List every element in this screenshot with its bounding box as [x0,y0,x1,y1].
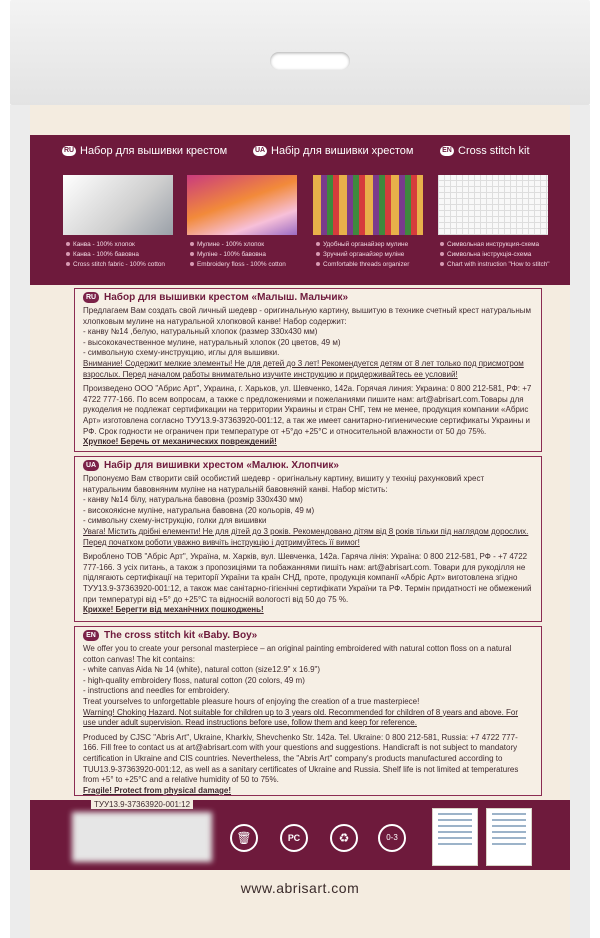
captions-chart: Символьная инструкция-схема Символьна iнструкцiя-схема Chart with instruction "How to stitch" [440,240,550,270]
lang-badge-ua: UA [254,147,266,154]
certificate-2 [486,808,532,866]
en-body: We offer you to create your personal masterpiece – an original painting embroidered with natural cotton floss on a natural cotton canvas! The kit contains: - white canvas Aida № 14 (white), natural cotton (size12.9" x 16.9") - high-quality embroidery floss, natural cotton (20 colors, 49 m) - instructions and needles for embroidery. Treat yourselves to unforgettable pleasure hours of enjoying the creation of a true masterpiece! Warning! Choking Hazard. Not suitable for children up to 3 years old. Recommended for children of 8 years and above. For use under adult supervision. Read instructions before use, follow them and keep for reference. Produced by CJSC "Abris Art", Ukraine, Kharkiv, Shevchenko Str. 142a. Tel. Ukraine: 0 800 212-581, Russia: +7 4722 777-166. Fill free to contact us at art@abrisart.com with your questions and suggestions. Handicraft is not subject to mandatory certification in Ukraine and CIS countries. Nevertheless, the "Abris Art" company's products manufactured according to TUU13.9-37363920-001:12, as well as a sanitary certificates of Ukraine and Russia. Shelf life is not limited at temperatures from +5° to +25°C and a relative humidity of 50 to 75%. Fragile! Protect from physical damage! [83,644,519,795]
certificate-1 [432,808,478,866]
ua-title: UA Набір для вишивки хрестом «Малюк. Хлопчик» [83,460,339,471]
ru-body: Предлагаем Вам создать свой личный шедевр - оригинальную картину, вышитую в технике счетный крест натуральным хлопковым мулине на натуральной хлопковой канве! Набор содержит: - канву №14 ,белую, натуральный хлопок (размер 330х430 мм) - высококачественное мулине, натуральный хлопок (20 цветов, 49 м) - символьную схему-инструкцию, иглы для вышивки. Внимание! Содержит мелкие элементы! Не для детей до 3 лет! Рекомендуется детям от 8 лет только под присмотром взрослых. Перед началом работы внимательно изучите инструкцию и придерживайтесь ее условий! Произведено ООО "Абрис Арт", Украина, г. Харьков, ул. Шевченко, 142а. Горячая линия: Украина: 0 800 212-581, РФ: +7 4722 777-166. По всем вопросам, а также с предложениями и пожеланиями пишите нам: art@abrisart.com.Товары для рукоделия не подлежат сертификации на территории Украины и стран СНГ, тем не менее, продукция компании «Абрис Арт» изготовлена согласно ТУУ13.9-37363920-001:12, а так же имеет санитарно-гигиенические сертификаты Украины и РФ. Срок годности не ограничен при температуре от +5°до +25°С и относительной влажности от 50 до 75%. Хрупкое! Беречь от механических повреждений! [83,306,532,447]
lang-badge-en: EN [440,146,454,156]
organizer-photo [313,175,423,235]
age-warning-icon: 0-3 [378,824,406,852]
hang-hole [270,52,350,70]
header-ru-label: Набор для вышивки крестом [80,145,228,157]
barcode-blurred [72,812,212,862]
ua-body: Пропонуємо Вам створити свій особистий шедевр - оригінальну картину, вишиту у техніці рахунковий хрест натуральним бавовняним муліне на натуральній бавовняній канві. Набор містить: - канву №14 білу, натуральна бавовна (розмір 330х430 мм) - високоякісне муліне, натуральна бавовна (20 кольорів, 49 м) - символьну схему-інструкцію, голки для вишивки Увага! Містить дрібні елементи! Не для дітей до 3 років. Рекомендовано дітям від 8 років тільки під наглядом дорослих. Перед початком роботи уважно вивчіть інструкцію і дотримуйтесь її вимог! Вироблено ТОВ "Абріс Арт", Україна, м. Харків, вул. Шевченка, 142а. Гаряча лінія: Україна: 0 800 212-581, РФ - +7 4722 777-166. З усіх питань, а також з пропозиціями та побажаннями пишіть нам: art@abrisart.com. Товари для рукоділля не підлягають сертифікації на території України та країн СНД, проте, продукція компанії «Абріс Арт» виготовлена згідно ТУУ13.9-37363920-001:12, а також має санітарно-гігієнічні сертифікати України та РФ. Термін придатності не обмежений при температурі від +5° до +25°С та відносній вологості від 50 до 75 %. Крихке! Берегти від механічних пошкоджень! [83,474,532,615]
ua-section [74,456,542,622]
captions-canvas: Канва - 100% хлопок Канва - 100% бавовна Cross stitch fabric - 100% cotton [66,240,165,270]
canvas-photo [63,175,173,235]
header-ua-label: Набір для вишивки хрестом [271,145,414,157]
header-ru [62,145,227,157]
lang-badge-ru: RU [63,147,75,154]
en-title: EN The cross stitch kit «Baby. Boy» [83,630,257,641]
header-ua [253,145,413,157]
header-en-label: Cross stitch kit [458,145,530,157]
header-en [440,145,530,157]
recycling-icon: ♻ [330,824,358,852]
pct-certification-icon: РС [280,824,308,852]
ru-title: RU Набор для вышивки крестом «Малыш. Мальчик» [83,292,348,303]
ru-section [74,288,542,452]
bag-header [10,0,590,105]
chart-photo [438,175,548,235]
website-link[interactable]: www.abrisart.com [240,880,360,896]
captions-organizer: Удобный органайзер мулине Зручний органайзер мулiне Comfortable threads organizer [316,240,409,270]
floss-photo [187,175,297,235]
captions-floss: Мулине - 100% хлопок Мулiне - 100% бавовна Embroidery floss - 100% cotton [190,240,286,270]
tu-code: ТУУ13.9-37363920-001:12 [91,800,193,809]
en-section [74,626,542,796]
recycle-bin-icon: 🗑 [230,824,258,852]
